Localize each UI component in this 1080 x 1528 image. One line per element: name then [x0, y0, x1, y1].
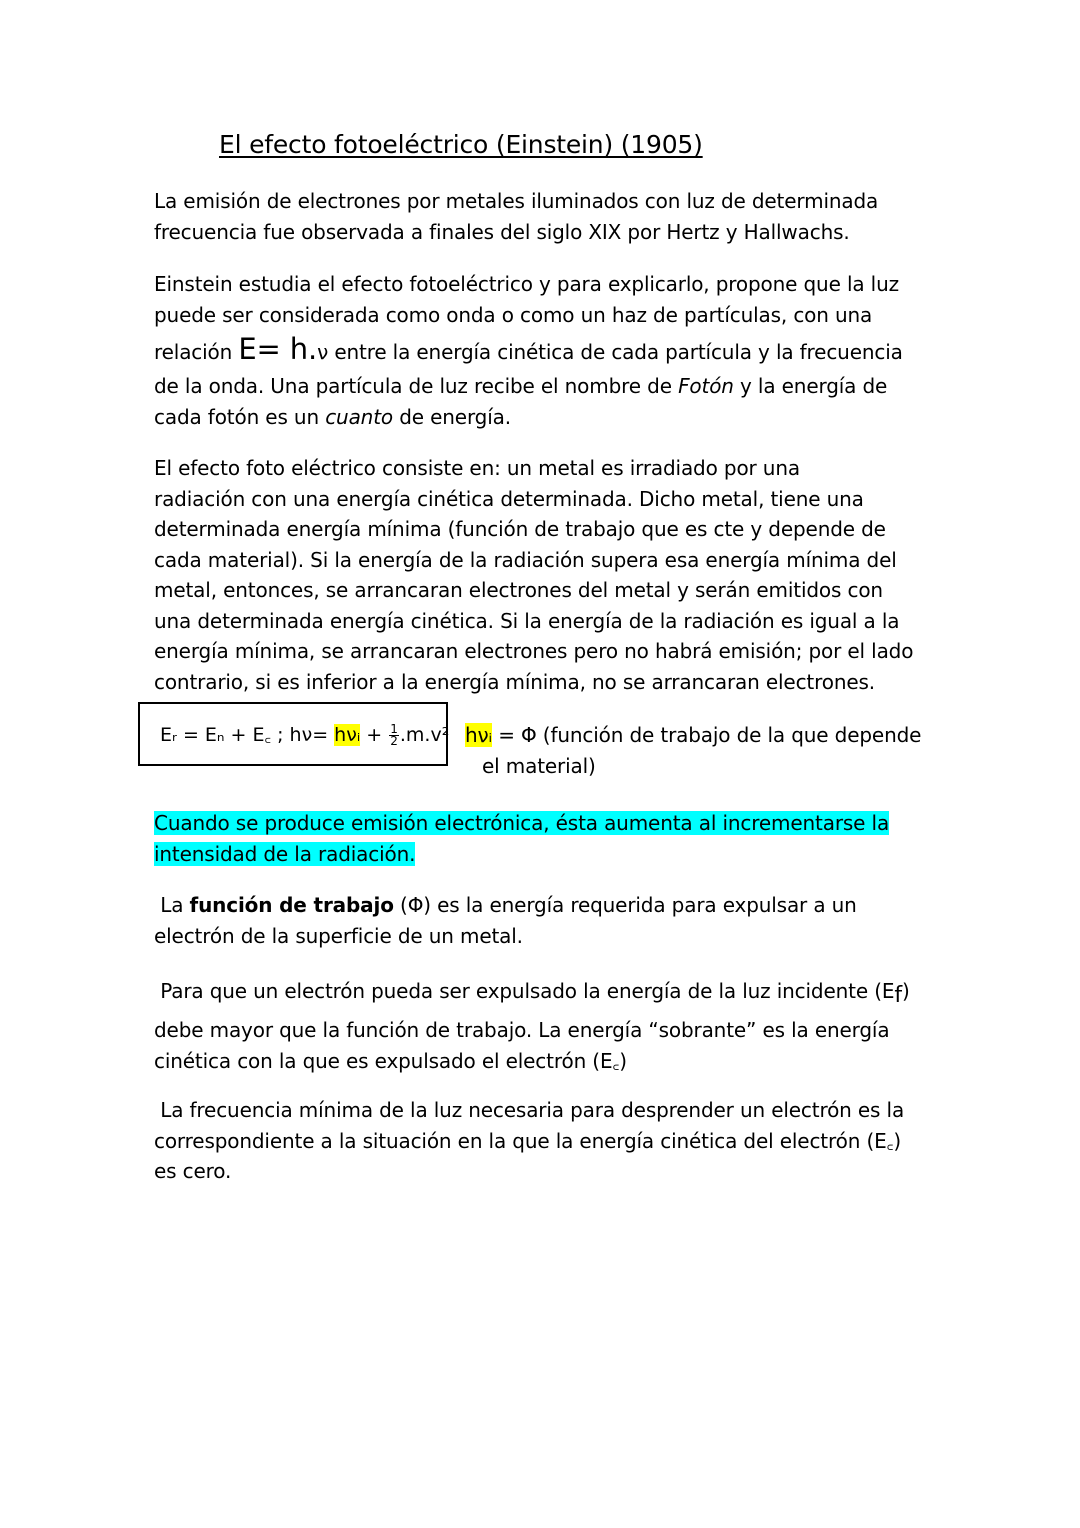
text-line: determinada energía mínima (función de trabajo que es cte y depende de: [154, 517, 886, 541]
text-fragment: de energía.: [393, 404, 511, 429]
text-line: [154, 330, 954, 371]
text-fragment: de la onda. Una partícula de luz recibe el nombre de: [154, 374, 679, 398]
text-line: [154, 972, 954, 1015]
text-fragment: La: [154, 893, 190, 917]
text-line: metal, entonces, se arrancaran electrones del metal y serán emitidos con: [154, 578, 883, 602]
formula-box: [138, 702, 448, 766]
formula-part: +: [360, 724, 389, 746]
text-line: el material): [482, 753, 596, 778]
highlighted-term: hνᵢ: [334, 724, 361, 746]
formula-part: Eᵣ = Eₙ + E꜀ ; hν=: [160, 724, 335, 746]
text-fragment: Para que un electrón pueda ser expulsado la energía de la luz incidente (E: [154, 979, 895, 1003]
text-line: [154, 808, 954, 839]
text-line: La frecuencia mínima de la luz necesaria para desprender un electrón es la: [154, 1098, 905, 1122]
page-title: El efecto fotoeléctrico (Einstein) (1905): [219, 130, 703, 159]
text-line: es cero.: [154, 1159, 232, 1183]
paragraph-work-function: [154, 890, 954, 951]
text-fragment: ): [901, 979, 910, 1003]
text-line: electrón de la superficie de un metal.: [154, 923, 523, 948]
fraction-denominator: 2: [390, 734, 398, 748]
highlighted-text: intensidad de la radiación.: [154, 841, 416, 866]
text-fragment: relación: [154, 340, 239, 364]
inline-formula: [238, 332, 317, 366]
italic-term: Fotón: [678, 374, 734, 398]
italic-term: cuanto: [325, 404, 393, 429]
nu-symbol: ν: [317, 340, 329, 364]
formula-part: E= h.: [238, 332, 318, 366]
text-line: [465, 720, 945, 751]
fraction: [389, 724, 399, 747]
highlighted-term: hνᵢ: [465, 723, 492, 747]
text-line: [154, 402, 954, 433]
text-line: puede ser considerada como onda o como un haz de partículas, con una: [154, 302, 873, 327]
text-fragment: entre la energía cinética de cada partícula y la frecuencia: [328, 340, 903, 364]
text-line: debe mayor que la función de trabajo. La energía “sobrante” es la energía: [154, 1018, 890, 1042]
text-line: una determinada energía cinética. Si la energía de la radiación es igual a la: [154, 608, 900, 633]
text-line: cinética con la que es expulsado el electrón (E꜀): [154, 1048, 627, 1073]
paragraph-highlighted: [154, 808, 954, 869]
text-line: cada material). Si la energía de la radiación supera esa energía mínima del: [154, 547, 897, 572]
highlighted-text: Cuando se produce emisión electrónica, ésta aumenta al incrementarse la: [154, 811, 890, 835]
text-line: El efecto foto eléctrico consiste en: un metal es irradiado por una: [154, 456, 800, 480]
paragraph-intro: [154, 186, 954, 247]
bold-term: función de trabajo: [189, 893, 394, 917]
energy-formula: [160, 721, 449, 747]
text-line: energía mínima, se arrancaran electrones pero no habrá emisión; por el lado: [154, 639, 914, 663]
text-line: Einstein estudia el efecto fotoeléctrico y para explicarlo, propone que la luz: [154, 272, 899, 296]
text-line: radiación con una energía cinética determinada. Dicho metal, tiene una: [154, 486, 864, 511]
paragraph-einstein: [154, 269, 954, 432]
formula-part: .m.v²: [399, 724, 450, 746]
text-line: [154, 839, 954, 870]
paragraph-min-frequency: [154, 1095, 954, 1187]
paragraph-effect: [154, 453, 954, 697]
text-line: [154, 371, 954, 402]
text-fragment: y la energía de: [733, 374, 888, 398]
subscript: f: [894, 983, 902, 1008]
paragraph-expulsion: [154, 972, 954, 1076]
text-line: La emisión de electrones por metales iluminados con luz de determinada: [154, 189, 879, 213]
text-line: [154, 890, 954, 921]
work-function-formula: [465, 720, 945, 781]
text-fragment: = Φ (función de trabajo de la que depende: [491, 723, 922, 747]
text-line: frecuencia fue observada a finales del siglo XIX por Hertz y Hallwachs.: [154, 219, 850, 244]
text-fragment: (Φ) es la energía requerida para expulsar a un: [393, 893, 857, 917]
text-line: contrario, si es inferior a la energía mínima, no se arrancaran electrones.: [154, 669, 876, 694]
text-line: correspondiente a la situación en la que la energía cinética del electrón (E꜀): [154, 1128, 902, 1153]
text-fragment: cada fotón es un: [154, 404, 326, 429]
fraction-numerator: 1: [390, 722, 398, 736]
